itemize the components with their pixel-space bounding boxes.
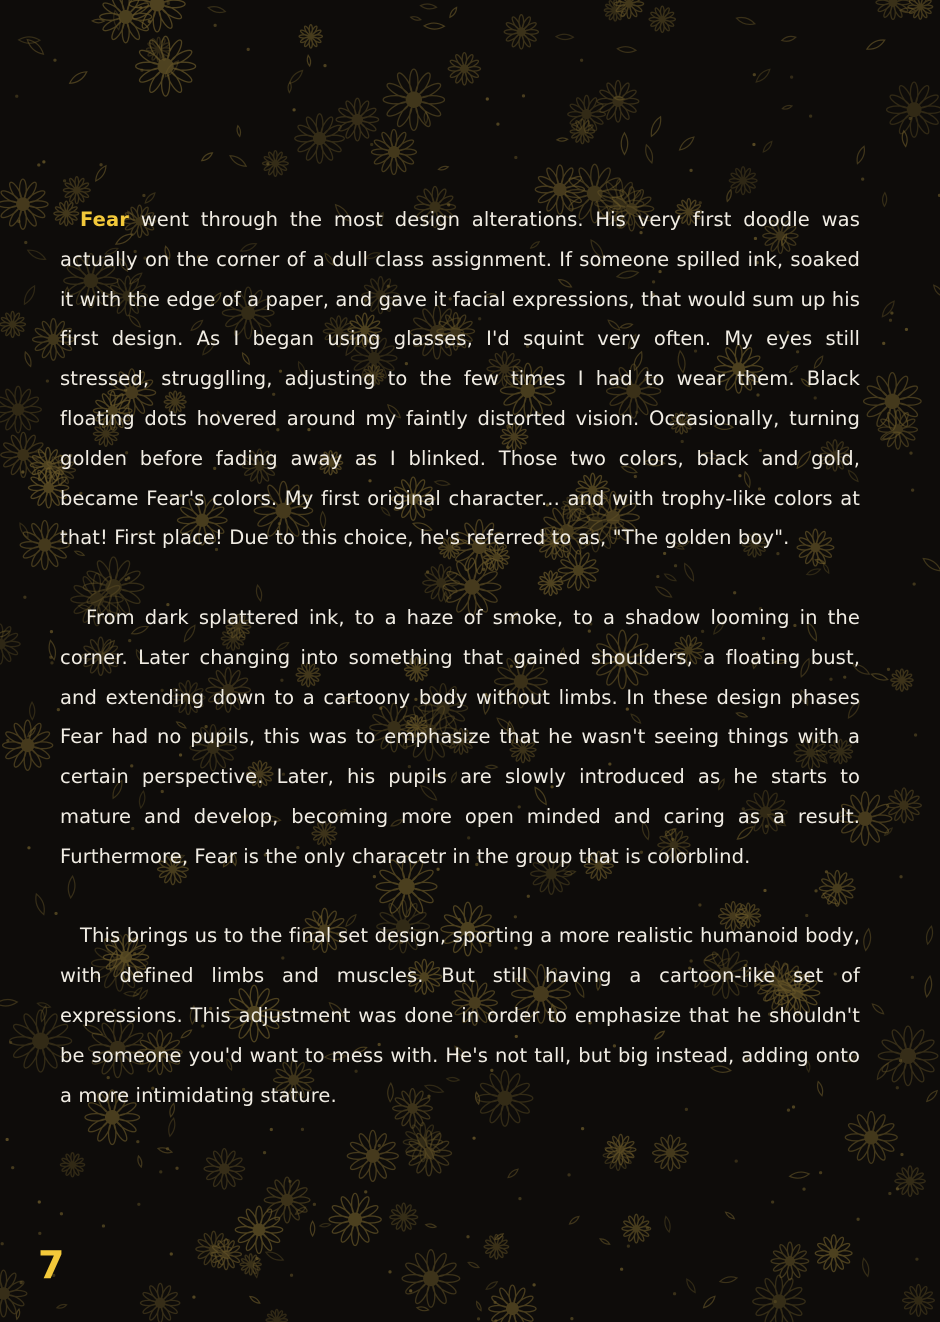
- paragraph-3: [60, 916, 860, 1115]
- paragraph-3-text: This brings us to the final set design, sporting a more realistic humanoid body, with defined limbs and muscles. But still having a cartoon-like set of expressions. This adjustment was done in order to emphasize that he shouldn't be someone you'd want to mess with. He's not tall, but big instead, adding onto a more intimidating stature.: [60, 924, 860, 1107]
- paragraph-2: [60, 598, 860, 877]
- paragraph-2-text: From dark splattered ink, to a haze of smoke, to a shadow looming in the corner. Later changing into something that gained shoulders, a floating bust, and extending down to a cartoony body without limbs. In these design phases Fear had no pupils, this was to emphasize that he wasn't seeing things with a certain perspective. Later, his pupils are slowly introduced as he starts to mature and develop, becoming more open minded and caring as a result. Furthermore, Fear is the only characetr in the group that is colorblind.: [60, 605, 860, 868]
- body-text: [60, 200, 860, 1115]
- page-number: 7: [38, 1243, 65, 1287]
- highlighted-name: Fear: [80, 208, 129, 231]
- paragraph-1: [60, 200, 860, 558]
- paragraph-1-text: went through the most design alterations. His very first doodle was actually on the corner of a dull class assignment. If someone spilled ink, soaked it with the edge of a paper, and gave it facial expressions, that would sum up his first design. As I began using glasses, I'd squint very often. My eyes still stressed, strugglling, adjusting to the few times I had to wear them. Black floating dots hovered around my faintly distorted vision. Occasionally, turning golden before fading away as I blinked. Those two colors, black and gold, became Fear's colors. My first original character... and with trophy-like colors at that! First place! Due to this choice, he's referred to as, "The golden boy".: [60, 208, 860, 550]
